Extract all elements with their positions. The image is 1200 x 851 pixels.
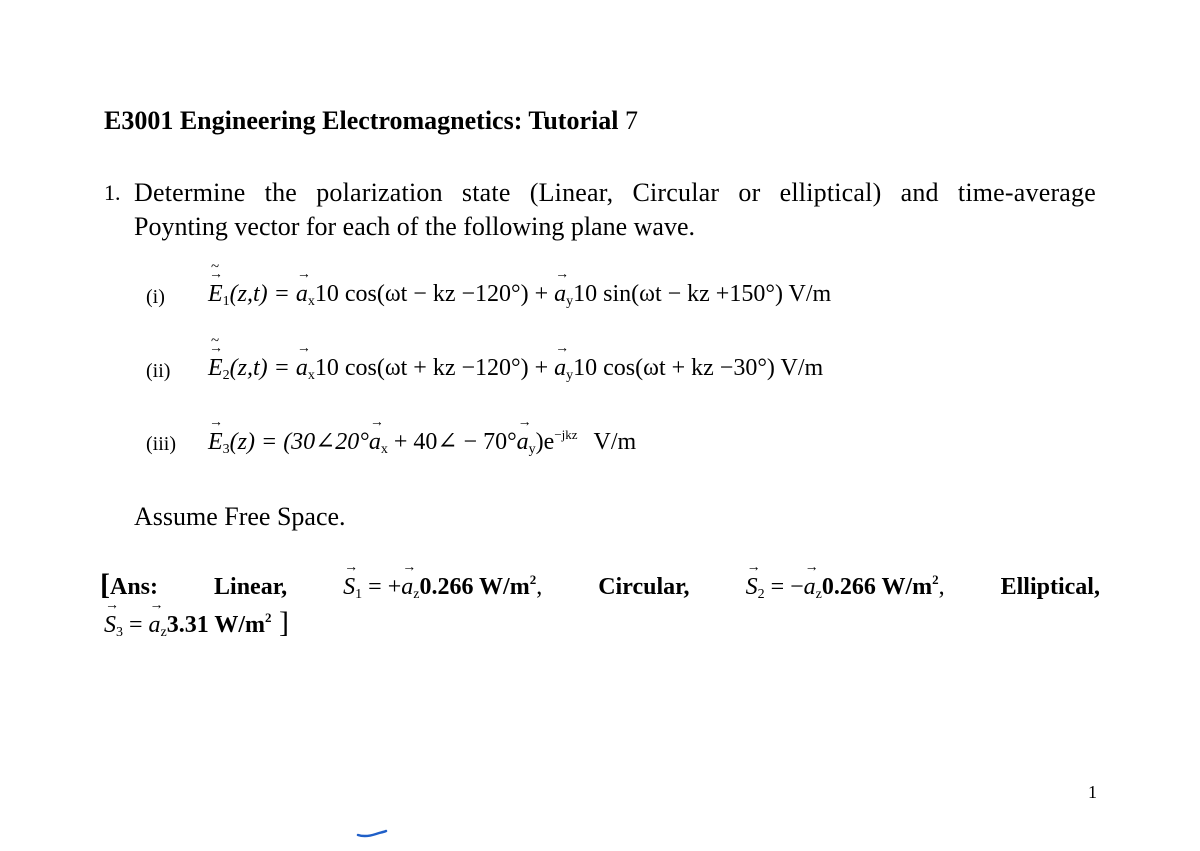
answer-poynting-1: → $S_1$ = +→ $a_z0.266$ $W/m^2$, (343, 572, 542, 603)
answer-close: ] (271, 606, 289, 639)
answer-line1 (100, 568, 1100, 603)
field-args: (z) = (30∠20° (229, 429, 369, 455)
answer-state-2: Circular, (598, 574, 690, 600)
unit-vector-subscript: y (566, 294, 574, 309)
unit-vector-a: → a (804, 574, 816, 601)
field-subscript: 3 (222, 442, 230, 457)
unit-vector-subscript: x (307, 368, 315, 383)
assumption-text: Assume Free Space. (134, 502, 346, 531)
field-symbol-e1: → E ~ (208, 281, 223, 308)
unit-vector-subscript: x (307, 294, 315, 309)
field-symbol-e3: → E (208, 429, 223, 456)
answer-state-1: Linear, (214, 574, 288, 600)
equation-term2: 10 cos(ωt + kz −30°) (573, 355, 775, 381)
unit-vector-a: → a (401, 574, 413, 601)
answer-poynting-2: → $S_2$ = −→ $a_z0.266$ $W/m^2$, (746, 572, 945, 603)
field-symbol-e2: → E ~ (208, 355, 223, 382)
equation-unit: V/m (788, 281, 832, 307)
field-subscript: 2 (222, 368, 230, 383)
field-subscript: 1 (222, 294, 230, 309)
tutorial-number: 7 (624, 106, 638, 135)
unit-vector-a: → a (554, 281, 566, 308)
unit-vector-a: → a (149, 612, 161, 639)
unit-vector-subscript: x (380, 442, 388, 457)
equation-label-ii: (ii) (146, 360, 171, 382)
phase-exponent: −jkz (554, 427, 578, 442)
unit-vector-subscript: y (528, 442, 536, 457)
unit-vector-a: → a (517, 429, 529, 456)
question-number: 1. (104, 180, 121, 205)
unit-vector-a: → a (296, 355, 308, 382)
equation-unit: V/m (593, 429, 637, 455)
equation-ii (208, 355, 823, 384)
answer-state-3: Elliptical, (1000, 574, 1100, 600)
equation-iii (208, 427, 636, 458)
equation-term1: + 40∠ − 70° (387, 429, 517, 455)
equation-term1: 10 cos(ωt + kz −120°) + (314, 355, 555, 381)
equation-term2: 10 sin(ωt − kz +150°) (573, 281, 783, 307)
unit-vector-a: → a (554, 355, 566, 382)
equation-label-i: (i) (146, 286, 165, 308)
poynting-symbol: → S (343, 574, 355, 601)
answer-line2: → $S_3$ = → $a_z3.31$ $W/m^2$ ] (104, 606, 289, 641)
unit-vector-a: → a (369, 429, 381, 456)
unit-vector-subscript: y (566, 368, 574, 383)
question-text-line1: Determine the polarization state (Linear, Circular or elliptical) and time-average (134, 178, 1096, 207)
question-text-line2: Poynting vector for each of the following plane wave. (134, 212, 695, 241)
page-number: 1 (1088, 782, 1097, 802)
page-title (104, 106, 638, 136)
equation-i (208, 281, 831, 310)
equation-term2: )e (535, 429, 555, 455)
equation-label-iii: (iii) (146, 433, 176, 455)
field-args: (z,t) = (229, 355, 296, 381)
unit-vector-a: → a (296, 281, 308, 308)
poynting-symbol: → S (104, 612, 116, 639)
field-args: (z,t) = (229, 281, 296, 307)
answer-open: [Ans: (100, 568, 159, 601)
equation-term1: 10 cos(ωt − kz −120°) + (314, 281, 555, 307)
equation-unit: V/m (780, 355, 824, 381)
pen-mark-icon (356, 828, 388, 838)
poynting-symbol: → S (746, 574, 758, 601)
course-title: E3001 Engineering Electromagnetics: Tutorial (104, 106, 619, 135)
